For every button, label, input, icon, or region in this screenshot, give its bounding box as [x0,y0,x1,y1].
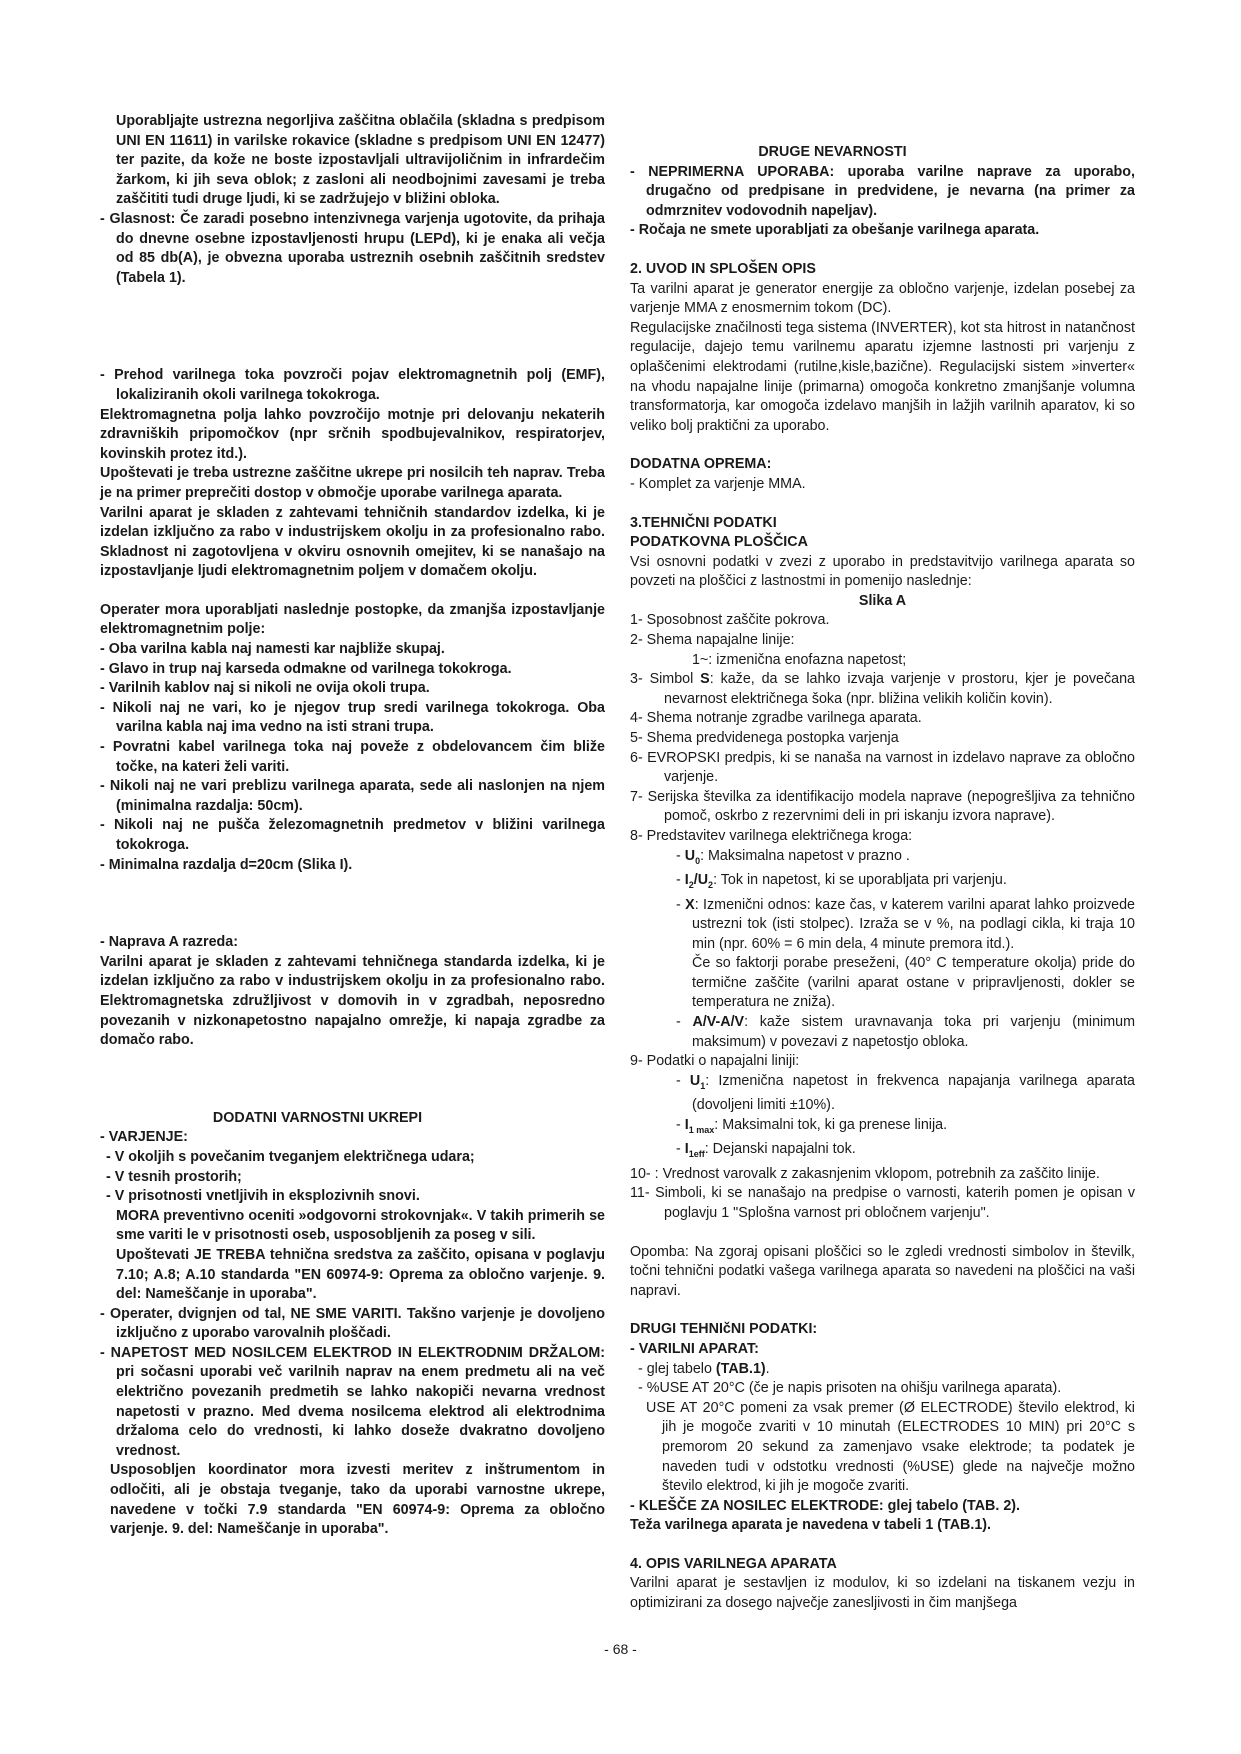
rating-plate-paragraph: Vsi osnovni podatki v zvezi z uporabo in predstavitvijo varilnega aparata so povzeti na ploščici z lastnostmi in pomenijo naslednje: [630,553,1135,590]
other-hazards-heading: DRUGE NEVARNOSTI [758,144,907,160]
intro-paragraph: Ta varilni aparat je generator energije za obločno varjenje, izdelan posebej za varjenje MMA z enosmernim tokom (DC). [630,280,1135,317]
note-paragraph: Opomba: Na zgoraj opisani ploščici so le zgledi vrednosti simbolov in številk, točni tehnični podatki vašega varilnega aparata so navedeni na ploščici na vaši napravi. [630,1243,1135,1299]
use-at-paragraph: USE AT 20°C pomeni za vsak premer (Ø ELECTRODE) število elektrod, ki jih je mogoče zvariti v 10 minutah (ELECTRODES 10 MIN) pri 20°C s premorom 20 sekund za zamenjavo vsake elektrode; ta podatek je naveden tudi v odstotku vrednosti (%USE) glede na največje možno število elektrod, ki jih je mogoče zvariti. [646,1399,1135,1495]
list-item: 3- Simbol S: kaže, da se lahko izvaja varjenje v prostoru, kjer je povečana nevarnost električnega šoka (npr. bližina velikih količin kovin). [630,671,1136,707]
list-item: - $I_{1eff}$: Dejanski napajalni tok. [676,1141,856,1160]
emf-compliance-paragraph: Varilni aparat je skladen z zahtevami tehničnih standardov izdelka, ki je izdelan izključno za rabo v industrijskem okolju in za profesionalno rabo. Skladnost ni zagotovljena v okviru osnovnih omejitev, ki se nanašajo na izpostavljanje ljudi elektromagnetnim poljem v domačem okolju. [100,504,605,580]
list-item: - Nikoli naj ne vari preblizu varilnega aparata, sede ali naslonjen na njem (minimalna razdalja: 50cm). [100,778,605,814]
handle-paragraph: - Ročaja ne smete uporabljati za obešanje varilnega aparata. [630,222,1040,239]
list-item: - Glavo in trup naj karseda odmakne od varilnega tokokroga. [100,660,512,677]
misuse-paragraph: - NEPRIMERNA UPORABA: uporaba varilne naprave za uporabo, drugačno od predpisane in predvidene, je nevarna (na primer za odmrznitev vodovodnih napeljav). [630,163,1135,219]
electrode-holder-line: - KLEŠČE ZA NOSILEC ELEKTRODE: glej tabelo (TAB. 2). [630,1497,1021,1514]
section-4-heading: 4. OPIS VARILNEGA APARATA [630,1555,837,1572]
emf-devices-paragraph: Elektromagnetna polja lahko povzročijo motnje pri delovanju nekaterih zdravniških pripomočkov (npr srčnih spodbujevalnikov, respiratorjev, kovinskih protez itd.). [100,406,605,462]
list-item: 10- : Vrednost varovalk z zakasnjenim vklopom, potrebnih za zaščito linije. [630,1165,1100,1182]
operator-procedures-paragraph: Operater mora uporabljati naslednje postopke, da zmanjša izpostavljanje elektromagnetnim polje: [100,601,605,638]
figure-a-label: Slika A [858,592,907,609]
list-item: 1~: izmenična enofazna napetost; [692,651,907,668]
other-tech-data-heading: DRUGI TEHNIčNI PODATKI: [630,1321,818,1338]
additional-safety-heading: DODATNI VARNOSTNI UKREPI [212,1109,423,1126]
list-item: - Povratni kabel varilnega toka naj poveže z obdelovancem čim bliže točke, na kateri želi variti. [100,739,605,775]
class-a-paragraph: Varilni aparat je skladen z zahtevami tehničnega standarda izdelka, ki je izdelan izključno za rabo v industrijskem okolju in za profesionalno rabo. Elektromagnetska združljivost v domovih in v zgradbah, neposredno povezanih v nizkonapetostno napajalno omrežje, ki napaja zgradbe za domačo rabo. [100,953,605,1049]
section-2-heading: 2. UVOD IN SPLOŠEN OPIS [630,260,816,277]
emf-paragraph: - Prehod varilnega toka povzroči pojav elektromagnetnih polj (EMF), lokaliziranih okoli varilnega tokokroga. [100,367,605,403]
list-item: 5- Shema predvidenega postopka varjenja [630,730,899,747]
expert-assessment-paragraph: MORA preventivno oceniti »odgovorni strokovnjak«. V takih primerih se sme variti le v prisotnosti oseb, usposobljenih za poseg v sili. [116,1207,605,1244]
section-3-heading: 3.TEHNIČNI PODATKI [630,514,777,531]
list-item: - Minimalna razdalja d=20cm (Slika I). [100,856,353,873]
ppe-paragraph: Uporabljajte ustrezna negorljiva zaščitna oblačila (skladna s predpisom UNI EN 11611) in varilske rokavice (skladne s predpisom UNI EN 12477) ter pazite, da kože ne boste izpostavljali ultravijoličnim in infrardečim žarkom, ki jih seva oblok; z zasloni ali neodbojnimi zavesami je treba zaščititi tudi druge ljudi, ki se zadržujejo v bližini obloka. [116,113,605,208]
list-item: 4- Shema notranje zgradbe varilnega aparata. [630,710,922,727]
list-item: - Nikoli naj ne pušča železomagnetnih predmetov v bližini varilnega tokokroga. [100,817,605,853]
list-item: - %USE AT 20°C (če je napis prisoten na ohišju varilnega aparata). [638,1380,1062,1397]
welding-heading: - VARJENJE: [100,1129,188,1146]
list-item: 11- Simboli, ki se nanašajo na predpise o varnosti, katerih pomen je opisan v poglavju 1 "Splošna varnost pri obločnem varjenju". [630,1185,1135,1221]
list-item: - Nikoli naj ne vari, ko je njegov trup sredi varilnega tokokroga. Oba varilna kabla naj ima vedno na isti strani trupa. [100,699,605,736]
list-item: - $I_2/U_2$: Tok in napetost, ki se uporabljata pri varjenju. [676,872,1007,890]
list-item: - X: Izmenični odnos: kaze čas, v katerem varilni aparat lahko proizvede ustrezni tok (isti stolpec). Izraža se v %, na podlagi cikla, ki traja 10 min (npr. 60% = 6 min dela, 4 minute premora itd.). [676,896,1136,952]
voltage-between-holders-paragraph: - NAPETOST MED NOSILCEM ELEKTROD IN ELEKTRODNIM DRŽALOM: pri sočasni uporabi več varilnih naprav na enem predmetu ali na več električno povezanih predmetih se lahko nakopiči nevarna vrednost napetosti v prazno. Med dvema nosilcema elektrod ali elektrodnima držaloma celo do vrednosti, ki lahko doseže dvakratno dovoljeno vrednost. [100,1344,605,1459]
accessories-heading: DODATNA OPREMA: [630,456,772,473]
welder-subheading: - VARILNI APARAT: [630,1340,759,1357]
list-item: - $U_0$: Maksimalna napetost v prazno . [676,847,910,866]
list-item: 2- Shema napajalne linije: [630,632,795,649]
rating-plate-heading: PODATKOVNA PLOŠČICA [630,534,808,551]
list-item: - V prisotnosti vnetljivih in eksplozivnih snovi. [106,1188,420,1205]
list-item: - Oba varilna kabla naj namesti kar najbliže skupaj. [100,641,445,658]
coordinator-paragraph: Usposobljen koordinator mora izvesti meritev z inštrumentom in odločiti, ali je obstaja tveganje, tako da uporabi varnostne ukrepe, navedene v točki 7.9 standarda "EN 60974-9: Oprema za obločno varjenje. 9. del: Nameščanje in uporaba". [110,1462,605,1538]
list-item: - glej tabelo (TAB.1). [638,1360,770,1377]
accessory-item: - Komplet za varjenje MMA. [630,475,806,492]
class-a-heading: - Naprava A razreda: [100,934,238,951]
list-item: 8- Predstavitev varilnega električnega kroga: [630,828,913,844]
left-column [100,112,605,1540]
technical-means-paragraph: Upoštevati JE TREBA tehnična sredstva za zaščito, opisana v poglavju 7.10; A.8; A.10 standarda "EN 60974-9: Oprema za obločno varjenje. 9. del: Nameščanje in uporaba". [116,1246,605,1303]
noise-paragraph: - Glasnost: Če zaradi posebno intenzivnega varjenja ugotovite, da prihaja do dnevne osebne izpostavljenosti hrupu (LEPd), ki je enaka ali večja od 85 db(A), je obvezna uporaba ustreznih osebnih zaščitnih sredstev (Tabela 1). [100,210,605,286]
right-column [630,112,1135,1614]
list-item: 1- Sposobnost zaščite pokrova. [630,612,830,629]
list-item: - V okoljih s povečanim tveganjem električnega udara; [106,1148,475,1165]
list-item: 7- Serijska številka za identifikacijo modela naprave (nepogrešljiva za tehnično pomoč, oskrbo z rezervnimi deli in pri iskanju izvora naprave). [630,788,1135,825]
list-item: Če so faktorji porabe preseženi, (40° C temperature okolja) pride do termične zaščite (varilni aparat ostane v pripravljenosti, dokler se temperatura ne zniža). [692,955,1135,1011]
list-item: - $I_{1 max}$: Maksimalni tok, ki ga prenese linija. [676,1116,948,1135]
page-number: - 68 - [604,1641,637,1657]
weight-line: Teža varilnega aparata je navedena v tabeli 1 (TAB.1). [630,1517,992,1534]
regulation-paragraph: Regulacijske značilnosti tega sistema (INVERTER), kot sta hitrost in natančnost regulacije, dajejo temu varilnemu aparatu izjemne lastnosti pri varjenju z oplaščenimi elektrodami (rutilne,kisle,bazične). Regulacijski sistem »inverter« na vhodu napajalne linije (primarna) omogoča konkretno zmanjšanje volumna transformatorja, kar omogoča izdelavo manjših in lažjih varilnih aparatov, ki so veliko bolj praktični za uporabo. [630,319,1135,434]
list-item: - $U_1$: Izmenična napetost in frekvenca napajanja varilnega aparata (dovoljeni limiti ±10%). [676,1072,1135,1114]
list-item: - V tesnih prostorih; [106,1168,242,1185]
description-paragraph: Varilni aparat je sestavljen iz modulov, ki so izdelani na tiskanem vezju in optimizirani za dosego največje zanesljivosti in čim manjšega [630,1575,1135,1612]
list-item: - A/V-A/V: kaže sistem uravnavanja toka pri varjenju (minimum maksimum) v povezavi z napetostjo obloka. [676,1014,1135,1050]
raised-operator-paragraph: - Operater, dvignjen od tal, NE SME VARITI. Takšno varjenje je dovoljeno izključno z uporabo varovalnih ploščadi. [100,1305,605,1342]
emf-measures-paragraph: Upoštevati je treba ustrezne zaščitne ukrepe pri nosilcih teh naprav. Treba je na primer preprečiti dostop v območje uporabe varilnega aparata. [100,465,605,501]
list-item: - Varilnih kablov naj si nikoli ne ovija okoli trupa. [100,680,430,697]
list-item: 9- Podatki o napajalni liniji: [630,1053,800,1070]
list-item: 6- EVROPSKI predpis, ki se nanaša na varnost in izdelavo naprave za obločno varjenje. [630,749,1135,786]
